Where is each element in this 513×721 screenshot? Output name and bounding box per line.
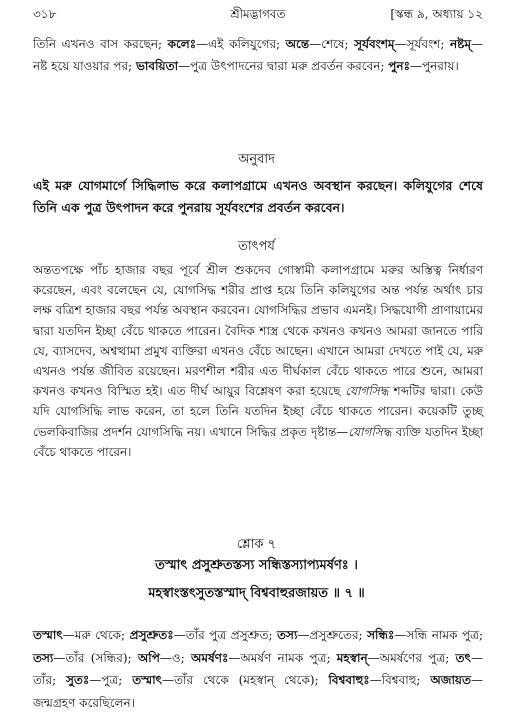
word-synonyms (33, 624, 483, 714)
purport-part: অন্ততপক্ষে পাঁচ হাজার বছর পূর্বে শ্রীল শুকদেব গোস্বামী কলাপগ্রামে মরুর অস্তিত্ব নির্ধারণ করেছেন, এবং বলেছেন যে, যোগসিদ্ধ শরীর প্রাপ্ত হয়ে তিনি কলিযুগের অন্ত পর্যন্ত অর্থাৎ চার লক্ষ বত্রিশ হাজার বছর পর্যন্ত অবস্থান করবেন। যোগসিদ্ধির প্রভাব এমনই। সিদ্ধযোগী প্রাণায়ামের দ্বারা যতদিন ইচ্ছা বেঁচে থাকতে পারেন। বৈদিক শাস্ত্র থেকে কখনও কখনও আমরা জানতে পারি যে, ব্যাসদেব, অশ্বত্থামা প্রমুখ ব্যক্তিরা এখনও বেঁচে আছেন। এখানে আমরা দেখতে পাই যে, মরু এখনও পর্যন্ত জীবিত রয়েছেন। মরণশীল শরীর এত দীর্ঘকাল বেঁচে থাকতে পারে শুনে, আমরা কখনও কখনও বিস্মিত হই। এত দীর্ঘ আয়ুর বিশ্লেষণ করা হয়েছে (33, 263, 484, 399)
synonym-word: অপি (137, 650, 160, 665)
synonym-meaning: —প্রসুশ্রুতের; (297, 628, 368, 642)
synonym-meaning: —বিশ্ববাহু; (369, 673, 431, 687)
synonym-word: বিশ্ববাহুঃ (328, 673, 370, 687)
synonym-meaning: —এই কলিযুগের; (196, 37, 286, 51)
synonym-word: মহস্বান্ (336, 650, 368, 665)
synonym-word: তস্য (277, 628, 298, 642)
synonym-word: প্রসুশ্রুতঃ (129, 628, 174, 642)
synonym-meaning: —তাঁর (সন্ধির); (53, 650, 138, 665)
purport-heading: তাৎপর্য (238, 239, 275, 254)
synonym-meaning: —সূর্যবংশ; (394, 37, 450, 51)
verse-heading: শ্লোক ৭ (236, 537, 277, 552)
synonym-word: তস্মাৎ (132, 673, 162, 687)
synonym-word: ভাবয়িতা (135, 59, 179, 73)
synonym-meaning: —তাঁর; (33, 650, 483, 687)
synonym-word: সূর্যবংশম্ (354, 37, 395, 51)
synonym-word: তৎ (455, 650, 471, 665)
translation-text: এই মরু যোগমার্গে সিদ্ধিলাভ করে কলাপগ্রামে এখনও অবস্থান করছেন। কলিযুগের শেষে তিনি এক পুত্র উৎপাদন করে পুনরায় সূর্যবংশের প্রবর্তন করবেন। (33, 178, 483, 215)
synonym-word: পুনঃ (388, 59, 410, 73)
page-header (33, 6, 483, 26)
synonym-word: তস্য (33, 650, 54, 665)
synonym-meaning: —তাঁর থেকে (মহস্বান্ থেকে); (161, 673, 329, 687)
section-reference: [স্কন্ধ ৯, অধ্যায় ১২ (390, 7, 483, 21)
synonym-word: কলেঃ (167, 37, 197, 51)
synonym-meaning: —তাঁর পুত্র প্রসুশ্রুত; (173, 628, 278, 642)
verse-line-1: তস্মাৎ প্রসুশ্রুতস্তস্য সন্ধিস্তস্যাপ্যমর্ষণঃ । (155, 558, 358, 573)
purport-italic: যোগসিদ্ধ (345, 384, 389, 399)
synonym-meaning: —নষ্ট হয়ে যাওয়ার পর; (33, 37, 483, 73)
synonym-word: অন্তে (285, 37, 310, 51)
book-title: শ্রীমদ্ভাগবত (230, 7, 286, 21)
synonym-word: অজায়ত (430, 673, 471, 687)
translation-heading: অনুবাদ (238, 152, 275, 167)
purport-part: ব্যক্তি যতদিন ইচ্ছা বেঁচে থাকতে পারেন। (33, 424, 483, 459)
purport-italic: যোগসিদ্ধ (348, 424, 392, 439)
synonym-meaning: —অমর্ষণের পুত্র; (367, 650, 456, 665)
synonym-word: তস্মাৎ (33, 628, 63, 642)
synonym-meaning: —জন্মগ্রহণ করেছিলেন। (33, 673, 483, 710)
synonym-text: তিনি এখনও বাস করছেন; (33, 37, 168, 51)
synonym-meaning: —মরু থেকে; (62, 628, 130, 642)
synonym-meaning: —শেষে; (309, 37, 355, 51)
synonyms-continued (33, 33, 483, 77)
purport-text (33, 260, 483, 462)
synonym-word: সুতঃ (65, 673, 90, 687)
synonym-meaning: —পুত্র উৎপাদনের দ্বারা মরু প্রবর্তন করবেন; (178, 59, 389, 73)
synonym-meaning: —পুনরায়। (410, 59, 459, 73)
synonym-meaning: —ও; (159, 650, 192, 665)
synonym-word: অমর্ষণঃ (191, 650, 229, 665)
synonym-word: সন্ধিঃ (367, 628, 395, 642)
synonym-meaning: —অমর্ষণ নামক পুত্র; (228, 650, 337, 665)
synonym-meaning: —সন্ধি নামক পুত্র; (394, 628, 484, 642)
verse-line-2: মহস্বাংস্তৎসুতস্তস্মাদ্ বিশ্ববাহুরজায়ত ॥ ৭ ॥ (148, 586, 365, 601)
page-number: ৩১৮ (33, 7, 57, 21)
purport-part: শব্দটির দ্বারা। কেউ যদি যোগসিদ্ধি লাভ করেন, তা হলে তিনি যতদিন ইচ্ছা বেঁচে থাকতে পারেন। কয়েকটি তুচ্ছ ভেলকিবাজির প্রদর্শন যোগসিদ্ধি নয়। এখানে সিদ্ধির প্রকৃত দৃষ্টান্ত— (33, 384, 483, 439)
synonym-word: নষ্টম্ (449, 37, 471, 51)
synonym-meaning: —পুত্র; (89, 673, 133, 687)
